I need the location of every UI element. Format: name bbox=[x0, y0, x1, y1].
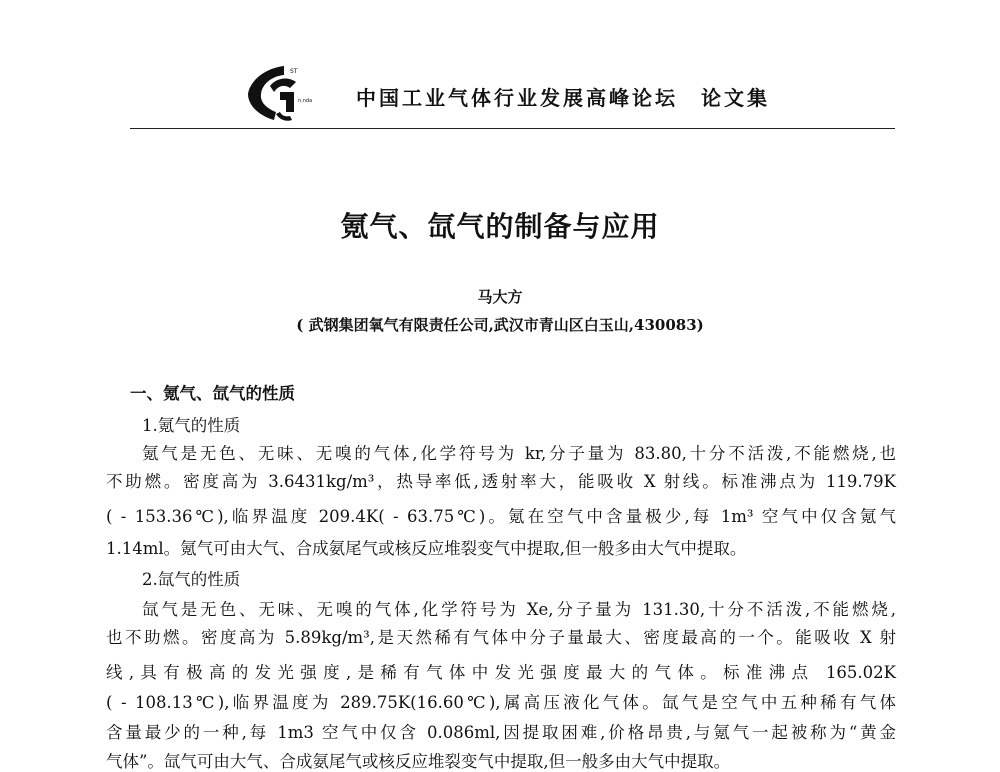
publisher-logo-icon bbox=[240, 62, 316, 126]
section-heading: 一、氪气、氙气的性质 bbox=[130, 384, 295, 403]
article-title: 氪气、氙气的制备与应用 bbox=[340, 210, 660, 243]
paragraph-xenon-line: 气体”。氙气可由大气、合成氨尾气或核反应堆裂变气中提取,但一般多由大气中提取。 bbox=[106, 752, 731, 771]
paragraph-xenon-line: 线,具有极高的发光强度,是稀有气体中发光强度最大的气体。标准沸点 165.02K bbox=[106, 663, 896, 682]
page-header bbox=[130, 62, 895, 128]
paragraph-krypton-line: 不助燃。密度高为 3.6431kg/m³，热导率低,透射率大，能吸收 X 射线。标准沸点为 119.79K bbox=[106, 472, 896, 491]
paragraph-krypton-line: 氪气是无色、无味、无嗅的气体,化学符号为 kr,分子量为 83.80,十分不活泼,不能燃烧,也 bbox=[142, 444, 896, 463]
paragraph-xenon-line: 也不助燃。密度高为 5.89kg/m³,是天然稀有气体中分子量最大、密度最高的一个。能吸收 X 射 bbox=[106, 628, 896, 647]
svg-text:n.nda: n.nda bbox=[298, 98, 313, 104]
header-title: 中国工业气体行业发展高峰论坛 论文集 bbox=[356, 86, 770, 110]
paragraph-krypton-line: 1.14ml。氪气可由大气、合成氨尾气或核反应堆裂变气中提取,但一般多由大气中提取。 bbox=[106, 539, 747, 558]
article-affiliation: ( 武钢集团氧气有限责任公司,武汉市青山区白玉山,430083) bbox=[296, 316, 704, 334]
paragraph-krypton-line: ( - 153.36℃),临界温度 209.4K( - 63.75℃)。氪在空气中含量极少,每 1m³ 空气中仅含氪气 bbox=[106, 507, 896, 526]
paragraph-xenon-line: 氙气是无色、无味、无嗅的气体,化学符号为 Xe,分子量为 131.30,十分不活泼,不能燃烧, bbox=[142, 600, 896, 619]
subsection-krypton-heading: 1.氪气的性质 bbox=[142, 416, 241, 435]
header-divider bbox=[130, 128, 895, 129]
subsection-xenon-heading: 2.氙气的性质 bbox=[142, 570, 241, 589]
paragraph-xenon-line: 含量最少的一种,每 1m3 空气中仅含 0.086ml,因提取困难,价格昂贵,与氪气一起被称为“黄金 bbox=[106, 723, 896, 742]
svg-text:ST: ST bbox=[290, 68, 298, 75]
paragraph-xenon-line: ( - 108.13℃),临界温度为 289.75K(16.60℃),属高压液化气体。氙气是空气中五种稀有气体 bbox=[106, 693, 896, 712]
article-author: 马大方 bbox=[477, 288, 523, 306]
